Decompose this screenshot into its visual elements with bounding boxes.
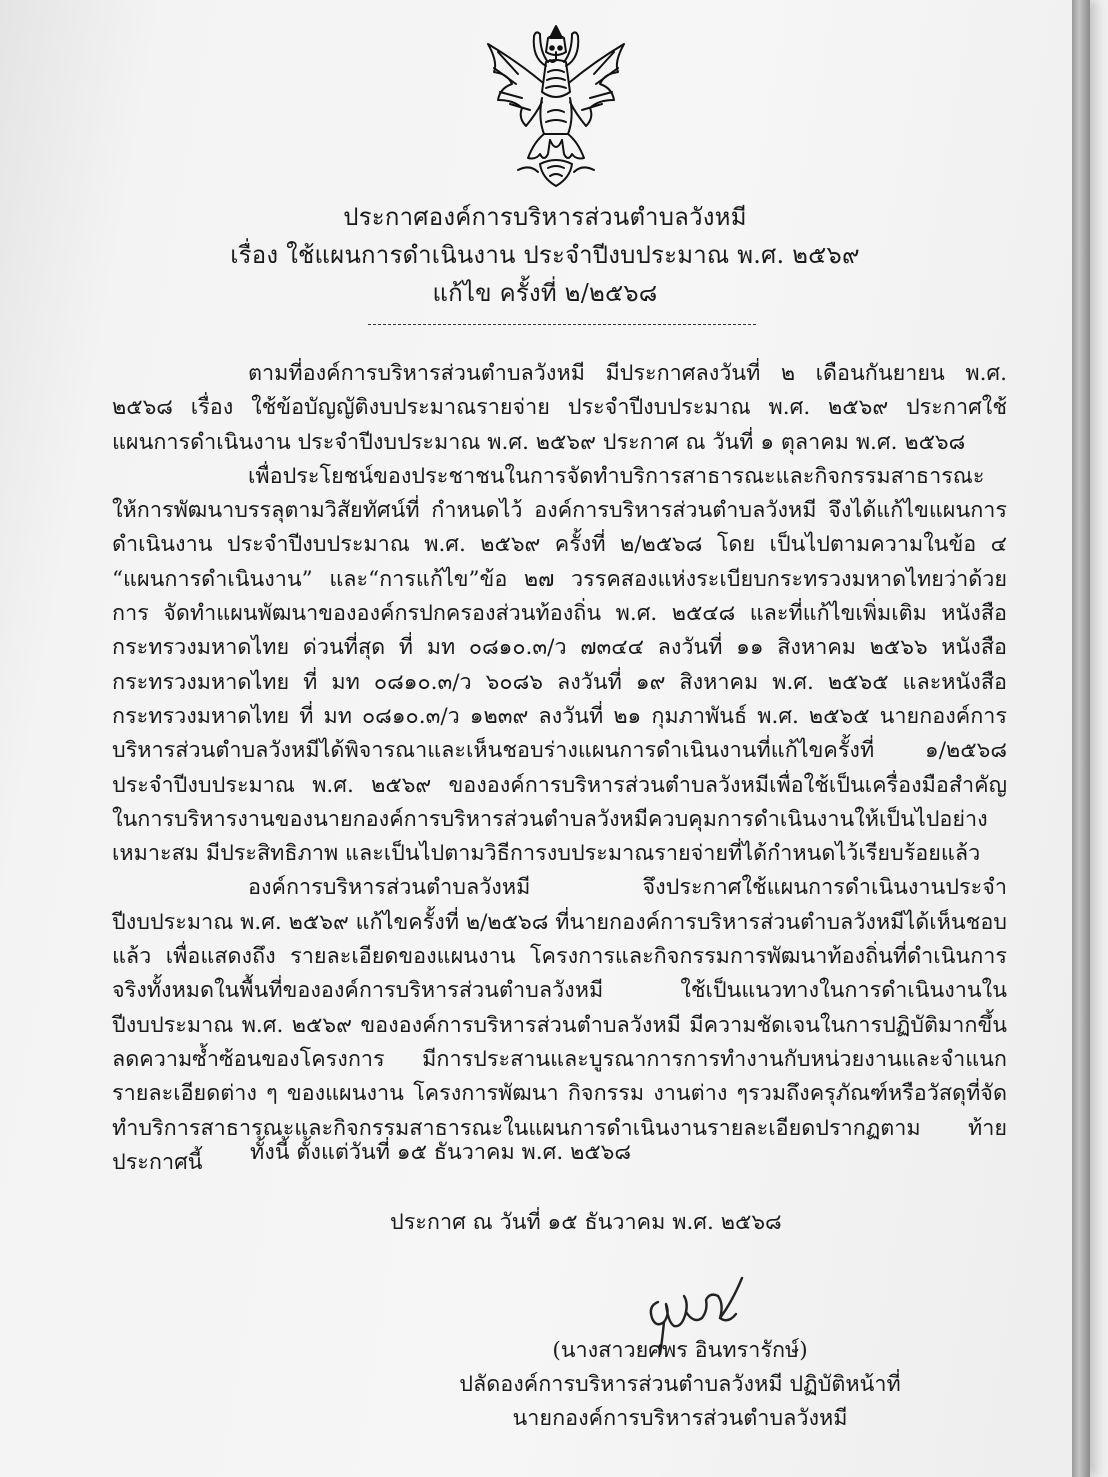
announcement-title: ประกาศองค์การบริหารส่วนตำบลวังหมี <box>343 203 747 231</box>
announcement-body <box>112 357 1007 1180</box>
signatory-block <box>420 1334 940 1436</box>
garuda-emblem-icon <box>478 22 634 190</box>
body-paragraph: เพื่อประโยชน์ของประชาชนในการจัดทำบริการสาธารณะและกิจกรรมสาธารณะให้การพัฒนาบรรลุตามวิสัยทัศน์ที่ กำหนดไว้ องค์การบริหารส่วนตำบลวังหมี จึงได้แก้ไขแผนการดำเนินงาน ประจำปีงบประมาณ พ.ศ. ๒๕๖๙ ครั้งที่ ๒/๒๕๖๘ โดย เป็นไปตามความในข้อ ๔ “แผนการดำเนินงาน” และ“การแก้ไข”ข้อ ๒๗ วรรคสองแห่งระเบียบกระทรวงมหาดไทยว่าด้วยการ จัดทำแผนพัฒนาขององค์กรปกครองส่วนท้องถิ่น พ.ศ. ๒๕๔๘ และที่แก้ไขเพิ่มเติม หนังสือกระทรวงมหาดไทย ด่วนที่สุด ที่ มท ๐๘๑๐.๓/ว ๗๓๔๔ ลงวันที่ ๑๑ สิงหาคม ๒๕๖๖ หนังสือกระทรวงมหาดไทย ที่ มท ๐๘๑๐.๓/ว ๖๐๘๖ ลงวันที่ ๑๙ สิงหาคม พ.ศ. ๒๕๖๕ และหนังสือกระทรวงมหาดไทย ที่ มท ๐๘๑๐.๓/ว ๑๒๓๙ ลงวันที่ ๒๑ กุมภาพันธ์ พ.ศ. ๒๕๖๕ นายกองค์การบริหารส่วนตำบลวังหมีได้พิจารณาและเห็นชอบร่างแผนการดำเนินงานที่แก้ไขครั้งที่ ๑/๒๕๖๘ ประจำปีงบประมาณ พ.ศ. ๒๕๖๙ ขององค์การบริหารส่วนตำบลวังหมีเพื่อใช้เป็นเครื่องมือสำคัญ ในการบริหารงานของนายกองค์การบริหารส่วนตำบลวังหมีควบคุมการดำเนินงานให้เป็นไปอย่างเหมาะสม มีประสิทธิภาพ และเป็นไปตามวิธีการงบประมาณรายจ่ายที่ได้กำหนดไว้เรียบร้อยแล้ว <box>112 463 1007 867</box>
announcement-revision: แก้ไข ครั้งที่ ๒/๒๕๖๘ <box>432 279 658 307</box>
signatory-position: ปลัดองค์การบริหารส่วนตำบลวังหมี ปฏิบัติหน้าที่ <box>459 1372 901 1397</box>
page-edge-shadow <box>1072 0 1090 1477</box>
divider-line <box>368 324 756 325</box>
body-paragraph: องค์การบริหารส่วนตำบลวังหมี จึงประกาศใช้แผนการดำเนินงานประจำปีงบประมาณ พ.ศ. ๒๕๖๙ แก้ไขครั้งที่ ๒/๒๕๖๘ ที่นายกองค์การบริหารส่วนตำบลวังหมีได้เห็นชอบแล้ว เพื่อแสดงถึง รายละเอียดของแผนงาน โครงการและกิจกรรมการพัฒนาท้องถิ่นที่ดำเนินการจริงทั้งหมดในพื้นที่ขององค์การบริหารส่วนตำบลวังหมี ใช้เป็นแนวทางในการดำเนินงานในปีงบประมาณ พ.ศ. ๒๕๖๙ ขององค์การบริหารส่วนตำบลวังหมี มีความชัดเจนในการปฏิบัติมากขึ้น ลดความซ้ำซ้อนของโครงการ มีการประสานและบูรณาการการทำงานกับหน่วยงานและจำแนกรายละเอียดต่าง ๆ ของแผนงาน โครงการพัฒนา กิจกรรม งานต่าง ๆรวมถึงครุภัณฑ์หรือวัสดุที่จัดทำบริการสาธารณะและกิจกรรมสาธารณะในแผนการดำเนินงานรายละเอียดปรากฏตาม ท้ายประกาศนี้ <box>112 875 1007 1175</box>
signatory-acting-position: นายกองค์การบริหารส่วนตำบลวังหมี <box>512 1406 848 1431</box>
announcement-subject: เรื่อง ใช้แผนการดำเนินงาน ประจำปีงบประมาณ พ.ศ. ๒๕๖๙ <box>230 241 860 269</box>
announced-date: ประกาศ ณ วันที่ ๑๕ ธันวาคม พ.ศ. ๒๕๖๘ <box>390 1210 782 1235</box>
body-paragraph: ตามที่องค์การบริหารส่วนตำบลวังหมี มีประกาศลงวันที่ ๒ เดือนกันยายน พ.ศ. ๒๕๖๘ เรื่อง ใช้ข้อบัญญัติงบประมาณรายจ่าย ประจำปีงบประมาณ พ.ศ. ๒๕๖๙ ประกาศใช้แผนการดำเนินงาน ประจำปีงบประมาณ พ.ศ. ๒๕๖๙ ประกาศ ณ วันที่ ๑ ตุลาคม พ.ศ. ๒๕๖๘ <box>112 361 1007 455</box>
effective-date: ทั้งนี้ ตั้งแต่วันที่ ๑๕ ธันวาคม พ.ศ. ๒๕๖๘ <box>250 1140 632 1165</box>
signatory-name: (นางสาวยศพร อินทรารักษ์) <box>552 1338 808 1363</box>
